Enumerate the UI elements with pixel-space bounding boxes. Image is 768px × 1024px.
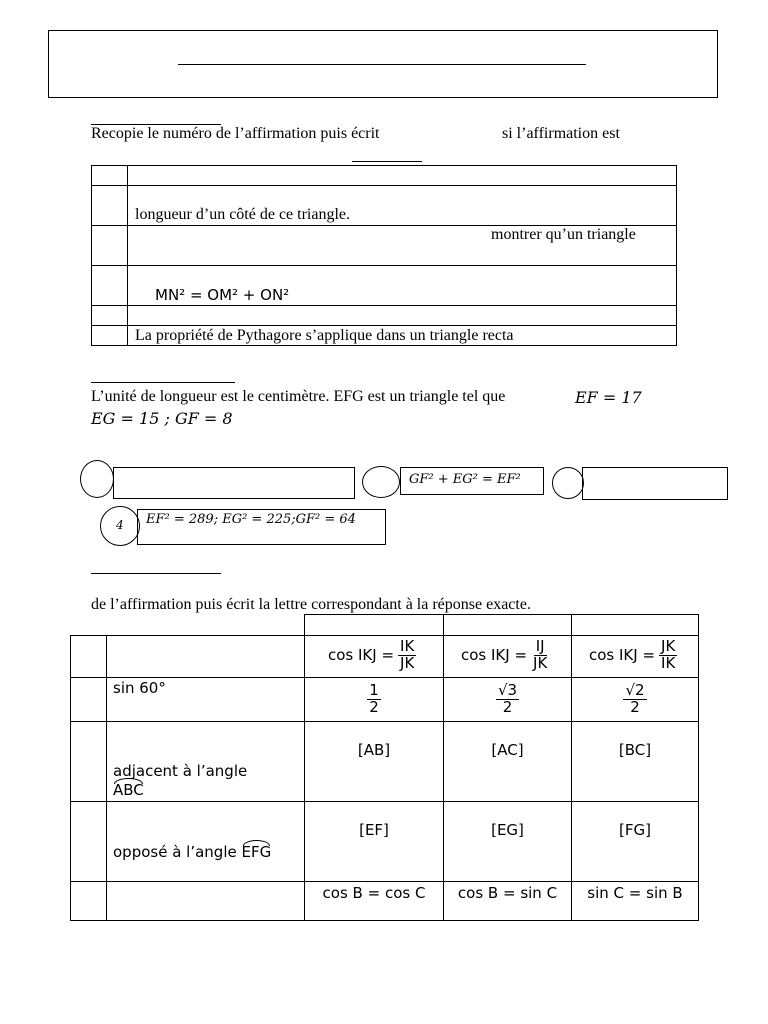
ex3-col-line	[571, 614, 572, 921]
ex3-r4-label-a: opposé à l’angle	[113, 843, 237, 861]
ex3-r1-c-den: IK	[661, 653, 676, 672]
ex1-row-4-formula: MN² = OM² + ON²	[155, 286, 290, 304]
ex2-line2: EG = 15 ; GF = 8	[91, 409, 233, 428]
ex3-top-header-line	[304, 614, 699, 615]
ex3-r1-c-frac	[659, 636, 677, 672]
ex3-r2-c-num: √2	[625, 681, 645, 700]
ex3-r3-c: [BC]	[618, 741, 652, 759]
ex3-r2-b-num: √3	[497, 681, 518, 700]
option-box-3	[582, 467, 728, 500]
option-box-2-formula: GF² + EG² = EF²	[409, 472, 521, 487]
ex3-r5-a: cos B = cos C	[322, 884, 426, 902]
ex3-r2-label: sin 60°	[113, 679, 166, 697]
option-circle-2	[362, 466, 400, 498]
ex3-row-line	[70, 801, 699, 802]
ex3-r1-b-num: IJ	[535, 636, 545, 655]
option-box-4-formula: EF² = 289; EG² = 225;GF² = 64	[146, 512, 356, 527]
ex3-r1-b	[461, 634, 549, 676]
ex3-title-line	[91, 573, 221, 574]
ex3-r2-b-den: 2	[502, 698, 513, 716]
ex3-r1-a-lhs: cos IKJ =	[328, 646, 395, 664]
ex3-r2-c	[572, 678, 698, 721]
ex3-r5-b: cos B = sin C	[457, 884, 558, 902]
ex3-r1-c-num: JK	[661, 636, 676, 655]
ex1-instruction-b: si l’affirmation est	[502, 125, 620, 142]
header-underline	[178, 64, 586, 65]
ex3-r4-c: [FG]	[619, 821, 651, 839]
ex3-row-line	[70, 881, 699, 882]
ex1-col-divider	[127, 165, 128, 346]
ex3-r1-b-frac	[531, 636, 549, 672]
ex1-instruction-a: Recopie le numéro de l’affirmation puis écrit	[91, 125, 380, 142]
ex3-row-line	[70, 721, 699, 722]
ex3-r2-c-frac	[623, 683, 646, 716]
ex3-col-line	[106, 635, 107, 921]
ex3-r4-label	[113, 843, 271, 861]
ex3-r4-b: [EG]	[491, 821, 524, 839]
ex3-col-line	[443, 614, 444, 921]
ex1-short-line	[352, 161, 422, 162]
ex3-r3-angle: ABC	[113, 781, 144, 799]
ex3-instruction: de l’affirmation puis écrit la lettre correspondant à la réponse exacte.	[91, 596, 531, 613]
ex1-row-3-text: montrer qu’un triangle	[491, 226, 636, 243]
ex3-r4-angle: EFG	[241, 843, 272, 861]
ex3-r5-c: sin C = sin B	[587, 884, 683, 902]
ex1-row-line	[91, 185, 677, 186]
ex3-r1-a-den: JK	[400, 653, 415, 672]
ex1-row-2-text: longueur d’un côté de ce triangle.	[135, 206, 351, 223]
ex3-r1-b-den: JK	[533, 653, 548, 672]
ex2-ef: EF = 17	[575, 388, 642, 407]
ex1-row-line	[91, 325, 677, 326]
option-circle-4-label: 4	[116, 518, 124, 532]
ex2-line1: L’unité de longueur est le centimètre. EFG est un triangle tel que	[91, 388, 506, 405]
ex2-title-line	[91, 382, 235, 383]
ex3-r3-a: [AB]	[357, 741, 391, 759]
ex3-r2-a-num: 1	[369, 681, 379, 700]
ex3-col-line	[304, 614, 305, 921]
ex3-col-line	[698, 614, 699, 921]
ex3-r1-a-num: IK	[400, 636, 415, 655]
ex3-r3-b: [AC]	[491, 741, 524, 759]
ex3-r2-b-frac	[496, 683, 519, 716]
ex3-r1-c	[589, 634, 677, 676]
ex3-r1-c-lhs: cos IKJ =	[589, 646, 656, 664]
ex3-r4-a: [EF]	[359, 821, 389, 839]
ex1-table-border	[91, 165, 677, 346]
option-circle-1	[80, 460, 114, 498]
ex1-row-line	[91, 305, 677, 306]
ex3-r1-b-lhs: cos IKJ =	[461, 646, 528, 664]
ex3-r3-label-b	[113, 781, 144, 799]
ex3-r1-a-frac	[398, 636, 416, 672]
ex1-row-6-text: La propriété de Pythagore s’applique dans un triangle recta	[135, 327, 514, 344]
option-box-1	[113, 467, 355, 499]
ex3-r2-b	[444, 678, 571, 721]
ex3-r2-a-den: 2	[369, 698, 379, 716]
option-circle-3	[552, 467, 584, 499]
ex3-r1-a	[328, 634, 416, 676]
ex3-r2-c-den: 2	[630, 698, 640, 716]
ex3-r2-a-frac	[367, 683, 381, 716]
ex1-row-line	[91, 265, 677, 266]
ex3-row-line	[70, 920, 699, 921]
ex3-r2-a	[305, 678, 443, 721]
ex3-r3-label-a: adjacent à l’angle	[113, 762, 248, 780]
ex3-col-line	[70, 635, 71, 921]
